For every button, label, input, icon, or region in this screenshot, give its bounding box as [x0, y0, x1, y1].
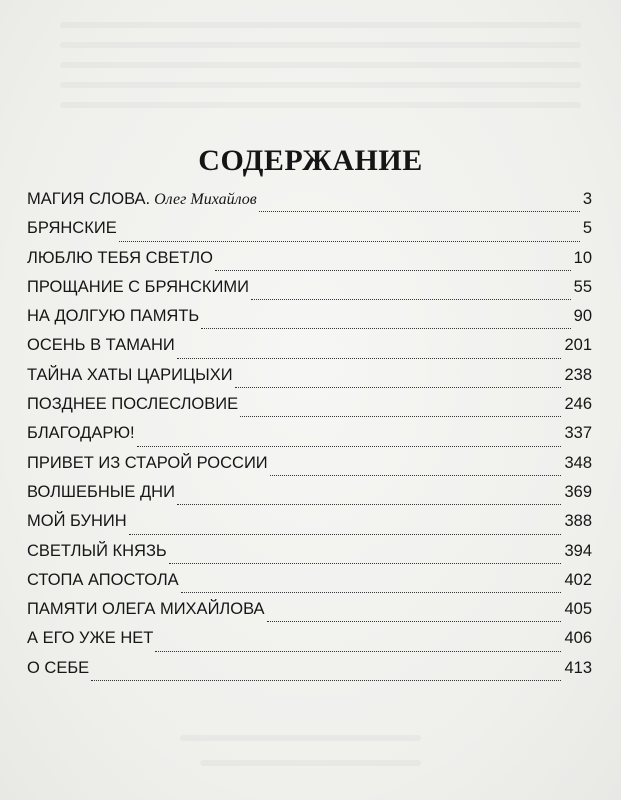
toc-entry [27, 219, 592, 248]
toc-entry-title: БЛАГОДАРЮ! [27, 424, 135, 443]
toc-entry-title: БРЯНСКИЕ [27, 219, 117, 238]
dot-leader [251, 299, 571, 300]
toc-entry [27, 424, 592, 453]
dot-leader [137, 446, 562, 447]
toc-entry [27, 307, 592, 336]
show-through-line [200, 760, 421, 766]
dot-leader [169, 563, 562, 564]
toc-entry-page-number: 10 [573, 248, 592, 267]
show-through-line [60, 42, 581, 48]
toc-entry [27, 571, 592, 600]
toc-entry-title: ЛЮБЛЮ ТЕБЯ СВЕТЛО [27, 248, 213, 267]
toc-entry-page-number: 402 [564, 570, 592, 589]
toc-entry-title: ПАМЯТИ ОЛЕГА МИХАЙЛОВА [27, 600, 265, 619]
toc-entry-title: ПРИВЕТ ИЗ СТАРОЙ РОССИИ [27, 453, 268, 472]
toc-entry [27, 190, 592, 219]
toc-entry [27, 249, 592, 278]
table-of-contents [27, 190, 592, 688]
show-through-line [180, 735, 421, 741]
toc-entry-author: Олег Михайлов [154, 191, 257, 208]
page-title: СОДЕРЖАНИЕ [198, 144, 423, 177]
toc-entry-page-number: 337 [564, 424, 592, 443]
dot-leader [215, 270, 571, 271]
dot-leader [119, 241, 580, 242]
dot-leader [155, 651, 561, 652]
toc-entry-page-number: 394 [564, 541, 592, 560]
dot-leader [235, 387, 562, 388]
toc-entry [27, 454, 592, 483]
toc-entry [27, 600, 592, 629]
toc-entry [27, 512, 592, 541]
toc-entry-title: ВОЛШЕБНЫЕ ДНИ [27, 482, 175, 501]
toc-entry-page-number: 201 [564, 336, 592, 355]
show-through-line [60, 22, 581, 28]
show-through-line [60, 82, 581, 88]
toc-entry-title: МАГИЯ СЛОВА. [27, 190, 151, 208]
toc-entry [27, 659, 592, 688]
dot-leader [201, 328, 570, 329]
dot-leader [181, 592, 562, 593]
toc-entry-page-number: 238 [564, 365, 592, 384]
toc-entry-title: МОЙ БУНИН [27, 512, 127, 531]
show-through-line [60, 102, 581, 108]
toc-entry-page-number: 348 [564, 453, 592, 472]
toc-entry-title: ПОЗДНЕЕ ПОСЛЕСЛОВИЕ [27, 395, 239, 414]
toc-entry-title: О СЕБЕ [27, 658, 90, 677]
toc-entry-page-number: 3 [582, 190, 592, 208]
toc-entry-title: ТАЙНА ХАТЫ ЦАРИЦЫХИ [27, 365, 233, 384]
dot-leader [91, 680, 561, 681]
toc-entry-title: ОСЕНЬ В ТАМАНИ [27, 336, 175, 355]
dot-leader [240, 416, 561, 417]
dot-leader [177, 358, 562, 359]
toc-entry-title: НА ДОЛГУЮ ПАМЯТЬ [27, 307, 200, 326]
dot-leader [267, 621, 562, 622]
toc-entry [27, 395, 592, 424]
toc-entry-title: А ЕГО УЖЕ НЕТ [27, 629, 154, 648]
toc-entry-page-number: 405 [564, 600, 592, 619]
toc-entry-page-number: 388 [564, 512, 592, 531]
toc-entry-page-number: 406 [564, 629, 592, 648]
toc-entry-page-number: 369 [564, 482, 592, 501]
dot-leader [259, 211, 580, 212]
dot-leader [177, 504, 562, 505]
toc-entry-title: ПРОЩАНИЕ С БРЯНСКИМИ [27, 277, 249, 296]
toc-entry [27, 629, 592, 658]
toc-entry [27, 278, 592, 307]
dot-leader [129, 534, 562, 535]
toc-entry [27, 366, 592, 395]
toc-entry-title: СТОПА АПОСТОЛА [27, 570, 179, 589]
toc-entry-page-number: 246 [564, 395, 592, 414]
toc-entry-page-number: 5 [582, 219, 592, 238]
toc-entry-page-number: 413 [564, 658, 592, 677]
toc-entry [27, 336, 592, 365]
toc-entry [27, 483, 592, 512]
toc-entry-page-number: 55 [573, 277, 592, 296]
toc-entry-title: СВЕТЛЫЙ КНЯЗЬ [27, 541, 167, 560]
toc-entry [27, 542, 592, 571]
show-through-line [60, 62, 581, 68]
toc-entry-page-number: 90 [573, 307, 592, 326]
dot-leader [270, 475, 562, 476]
